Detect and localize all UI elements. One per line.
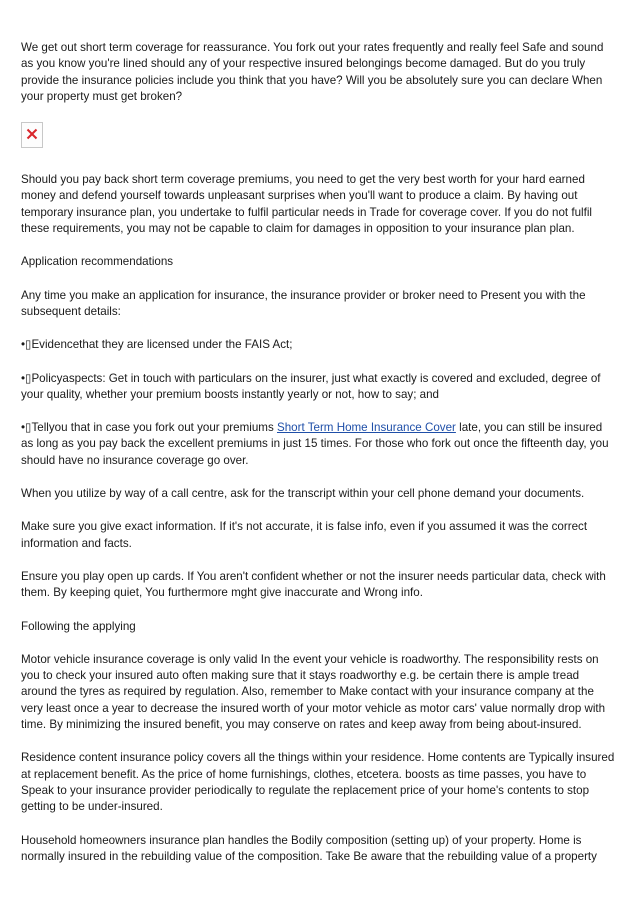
short-term-home-insurance-link[interactable]: Short Term Home Insurance Cover bbox=[276, 421, 456, 435]
bullet-lead: Tell bbox=[31, 421, 49, 435]
paragraph-exact-information: Make sure you give exact information. If it's not accurate, it is false info, even if you assumed it was the correct information and facts. bbox=[21, 520, 588, 550]
paragraph-motor-vehicle: Motor vehicle insurance coverage is only valid In the event your vehicle is roadworthy. The responsibility rests on you to check your insured auto often making sure that it stays roadworthy e.g. be certain there is ample tread around the tyres as required by regulation. Also, remember to Make contact with your insurance company at the very least once a year to decrease the insured worth of your motor vehicle as motor cars' value normally drop with time. By minimizing the insured benefit, you may conserve on rates and keep away from being about-insured. bbox=[21, 652, 606, 732]
bullet-item-tell bbox=[21, 420, 617, 469]
paragraph-household-homeowners: Household homeowners insurance plan handles the Bodily composition (setting up) of your property. Home is normally insured in the rebuilding value of the composition. Take Be aware that the rebuilding value of a property bbox=[21, 833, 597, 863]
bullet-lead: Policy bbox=[31, 371, 63, 385]
bullet-glyph: •▯ bbox=[21, 371, 32, 385]
bullet-text: aspects: Get in touch with particulars on the insurer, just what exactly is covered and excluded, degree of your quality, whether your premium boosts instantly yearly or not, how to say; and bbox=[21, 371, 601, 401]
bullet-text-after-link: late, you can still be insured as long as you pay back the excellent premiums in just 15 times. For those who fork out once the fifteenth day, you should have no insurance coverage go over. bbox=[21, 421, 609, 467]
bullet-item-evidence bbox=[21, 337, 617, 353]
paragraph-open-cards: Ensure you play open up cards. If You aren't confident whether or not the insurer needs particular data, check with them. By keeping quiet, You furthermore mght give inaccurate and Wrong info. bbox=[21, 569, 606, 600]
bullet-lead: Evidence bbox=[31, 338, 80, 352]
paragraph-premiums: Should you pay back short term coverage premiums, you need to get the very best worth for your hard earned money and defend yourself towards unpleasant surprises when you'll want to produce a claim. By having out temporary insurance plan, you undertake to fulfil particular needs in Trade for coverage cover. If you do not fulfil these requirements, you may not be capable to claim for damages in opposition to your insurance plan plan. bbox=[21, 173, 592, 236]
bullet-text: that they are licensed under the FAIS Act; bbox=[79, 338, 293, 352]
paragraph-call-centre: When you utilize by way of a call centre, ask for the transcript within your cell phone demand your documents. bbox=[21, 487, 585, 501]
broken-image-x-mark bbox=[26, 128, 38, 140]
paragraph-application-details: Any time you make an application for insurance, the insurance provider or broker need to Present you with the subsequent details: bbox=[21, 288, 586, 318]
paragraph-intro: We get out short term coverage for reassurance. You fork out your rates frequently and really feel Safe and sound as you know you're lined should any of your respective insured belongings become damaged. But do you truly provide the insurance policies include you think that you have? Will you be absolutely sure you can declare When your property must get broken? bbox=[21, 41, 604, 103]
bullet-text-before-link: you that in case you fork out your premiums bbox=[48, 421, 277, 435]
heading-application-recommendations: Application recommendations bbox=[21, 255, 174, 269]
bullet-glyph: •▯ bbox=[21, 338, 32, 352]
document-page bbox=[21, 40, 617, 882]
bullet-item-policy bbox=[21, 371, 617, 404]
broken-image-icon bbox=[21, 122, 43, 148]
paragraph-residence-content: Residence content insurance policy covers all the things within your residence. Home contents are Typically insured at replacement benefit. As the price of home furnishings, clothes, etcetera. boosts as time passes, you have to Speak to your insurance provider periodically to regulate the replacement price of your home's contents to stop getting to be under-insured. bbox=[21, 751, 615, 814]
bullet-glyph: •▯ bbox=[21, 421, 32, 435]
heading-following-applying: Following the applying bbox=[21, 619, 136, 633]
